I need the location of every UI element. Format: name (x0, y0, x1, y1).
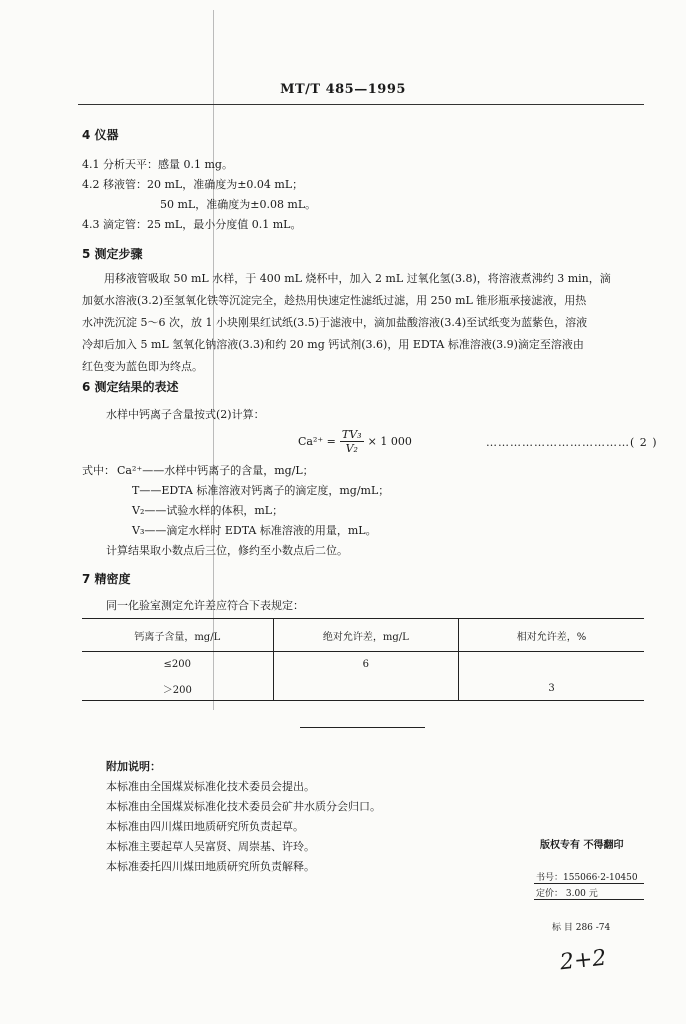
table-cell: ≤200 (163, 658, 192, 670)
table-cell: 3 (459, 676, 644, 701)
def-v2: V₂——试验水样的体积，mL； (132, 504, 284, 517)
note-line: 本标准由全国煤炭标准化技术委员会矿井水质分会归口。 (106, 800, 381, 813)
calc-intro: 水样中钙离子含量按式(2)计算： (106, 408, 265, 421)
table-cell (273, 676, 458, 701)
procedure-line: 水冲洗沉淀 5～6 次，放 1 小块刚果红试纸(3.5)于滤液中，滴加盐酸溶液(3.4)至试纸变为蓝紫色，溶液 (82, 316, 588, 329)
formula-lhs: Ca²⁺ = (298, 435, 336, 448)
header-rule (78, 104, 644, 105)
where-lead: 式中： (82, 464, 115, 477)
procedure-line: 加氨水溶液(3.2)至氢氧化铁等沉淀完全，趁热用快速定性滤纸过滤，用 250 mL 锥形瓶承接滤液，用热 (82, 294, 587, 307)
formula-denominator: V₂ (345, 442, 358, 455)
def-t: T——EDTA 标准溶液对钙离子的滴定度，mg/mL； (132, 484, 390, 497)
catalog-code: 标 目 286 -74 (552, 923, 611, 933)
instrument-4-2-cont: 50 mL，准确度为±0.08 mL。 (160, 198, 317, 211)
procedure-line: 红色变为蓝色即为终点。 (82, 360, 203, 373)
rounding-rule: 计算结果取小数点后三位，修约至小数点后二位。 (106, 544, 348, 557)
def-ca: Ca²⁺——水样中钙离子的含量，mg/L； (117, 464, 314, 477)
section-7-title: 7 精密度 (82, 572, 131, 586)
procedure-line: 用移液管吸取 50 mL 水样，于 400 mL 烧杯中，加入 2 mL 过氧化氢(3.8)，将溶液煮沸约 3 min，滴 (104, 272, 611, 285)
precision-table (82, 618, 644, 701)
price: 定价： 3.00 元 (536, 889, 598, 899)
formula-fraction (340, 428, 364, 455)
section-6-title: 6 测定结果的表述 (82, 380, 179, 394)
table-cell (459, 652, 644, 677)
formula-numerator: TV₃ (341, 428, 362, 441)
notes-title: 附加说明： (106, 760, 161, 773)
handwritten-note: 2+2 (558, 945, 608, 976)
equation-number: ( 2 ) (630, 436, 658, 449)
procedure-paragraph (82, 268, 644, 378)
instrument-4-3: 4.3 滴定管：25 mL，最小分度值 0.1 mL。 (82, 218, 302, 231)
note-line: 本标准委托四川煤田地质研究所负责解释。 (106, 860, 315, 873)
formula-rhs: × 1 000 (367, 435, 412, 448)
instrument-4-2: 4.2 移液管：20 mL，准确度为±0.04 mL； (82, 178, 304, 191)
section-4-title: 4 仪器 (82, 128, 119, 142)
section-5-title: 5 测定步骤 (82, 247, 143, 261)
note-line: 本标准由全国煤炭标准化技术委员会提出。 (106, 780, 315, 793)
col-header-relative: 相对允许差，% (459, 619, 644, 652)
price-rule (534, 899, 644, 900)
note-line: 本标准主要起草人吴富贤、周崇基、许玲。 (106, 840, 315, 853)
calcium-formula (298, 428, 412, 455)
leader-dots: ……………………………… (486, 436, 630, 449)
table-row (82, 676, 644, 701)
precision-intro: 同一化验室测定允许差应符合下表规定： (106, 599, 304, 612)
note-line: 本标准由四川煤田地质研究所负责起草。 (106, 820, 304, 833)
col-header-content: 钙离子含量，mg/L (82, 619, 273, 652)
table-cell: ＞200 (82, 676, 273, 701)
def-v3: V₃——滴定水样时 EDTA 标准溶液的用量，mL。 (132, 524, 377, 537)
col-header-absolute: 绝对允许差，mg/L (273, 619, 458, 652)
standard-code-header: MT/T 485—1995 (280, 82, 406, 97)
formula-leader-dots (486, 436, 658, 449)
table-header-row (82, 619, 644, 652)
end-of-text-rule (300, 727, 425, 728)
table-row (82, 652, 644, 677)
procedure-line: 冷却后加入 5 mL 氢氧化钠溶液(3.3)和约 20 mg 钙试剂(3.6)，用 EDTA 标准溶液(3.9)滴定至溶液由 (82, 338, 584, 351)
book-number: 书号：155066·2-10450 (536, 873, 638, 883)
copyright-notice: 版权专有 不得翻印 (540, 840, 624, 851)
instrument-4-1: 4.1 分析天平：感量 0.1 mg。 (82, 158, 233, 171)
table-cell: 6 (273, 652, 458, 677)
book-number-rule (534, 883, 644, 884)
